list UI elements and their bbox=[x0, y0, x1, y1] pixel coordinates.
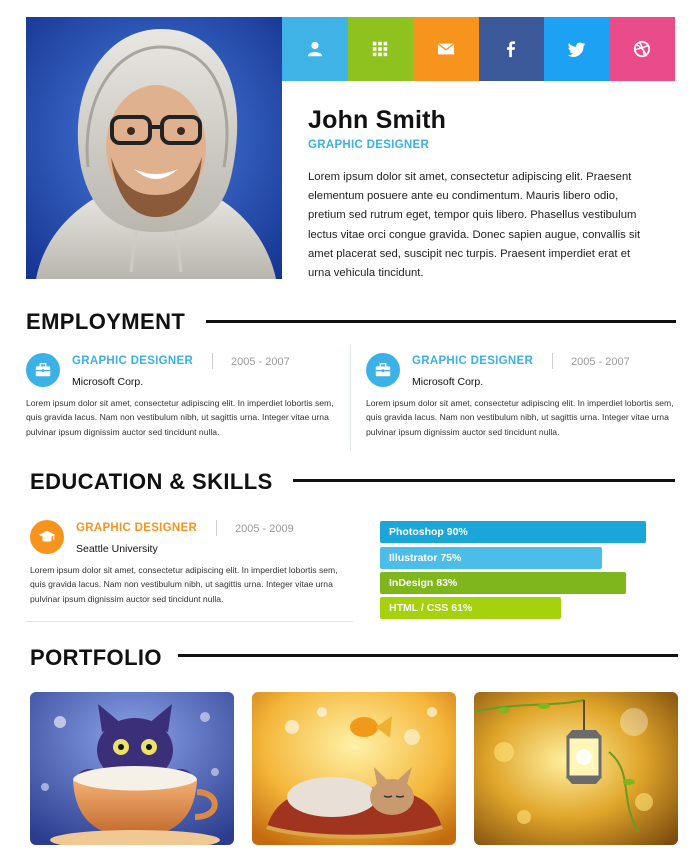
employment-column-divider bbox=[350, 345, 351, 451]
skill-bar-html-css: HTML / CSS 61% bbox=[380, 597, 561, 619]
employment-icon-circle bbox=[26, 353, 60, 387]
job-description: Lorem ipsum dolor sit amet, consectetur adipiscing elit. In imperdiet lobortis sem, quis gravida lacus. Nam non vestibulum nibh, ut sagittis urna. Integer vitae urna pulvinar ipsum dignissim auctor sed tincidunt nulla. bbox=[26, 398, 334, 437]
briefcase-icon bbox=[374, 361, 392, 379]
job-company: Microsoft Corp. bbox=[412, 376, 484, 388]
job-years: 2005 - 2007 bbox=[231, 356, 290, 368]
mail-icon bbox=[437, 40, 455, 58]
title-years-separator bbox=[212, 353, 213, 369]
portfolio-heading: PORTFOLIO bbox=[30, 645, 162, 670]
skill-bar-illustrator: Illustrator 75% bbox=[380, 547, 602, 569]
education-description: Lorem ipsum dolor sit amet, consectetur adipiscing elit. In imperdiet lobortis sem, quis gravida lacus. Nam non vestibulum nibh, ut sagittis urna. Integer vitae urna pulvinar ipsum dignissim auctor sed tincidunt nulla. bbox=[30, 565, 338, 604]
dribbble-icon bbox=[633, 40, 651, 58]
profile-role: GRAPHIC DESIGNER bbox=[308, 139, 430, 151]
social-bar bbox=[282, 17, 675, 81]
social-mail-button[interactable] bbox=[413, 17, 479, 81]
job-title: GRAPHIC DESIGNER bbox=[72, 355, 194, 367]
skill-bar-indesign: InDesign 83% bbox=[380, 572, 626, 594]
title-years-separator bbox=[552, 353, 553, 369]
briefcase-icon bbox=[34, 361, 52, 379]
education-years: 2005 - 2009 bbox=[235, 523, 294, 535]
employment-heading-rule bbox=[206, 320, 676, 323]
user-icon bbox=[306, 40, 324, 58]
profile-name: John Smith bbox=[308, 106, 447, 134]
employment-entry-2 bbox=[366, 353, 684, 443]
education-bottom-divider bbox=[26, 621, 353, 622]
portfolio-heading-rule bbox=[178, 654, 678, 657]
employment-icon-circle bbox=[366, 353, 400, 387]
profile-bio: Lorem ipsum dolor sit amet, consectetur adipiscing elit. Praesent elementum posuere ante eu condimentum. Mauris libero odio, pretium sed rutrum eget, tempor quis libero. Phasellus vestibulum lectus vitae orci congue gravida. Donec sapien augue, convallis sit amet placerat sed, suscipit nec turpis. Praesent imperdiet erat et urna vehicula tincidunt. bbox=[308, 171, 641, 280]
social-dribbble-button[interactable] bbox=[610, 17, 676, 81]
social-twitter-button[interactable] bbox=[544, 17, 610, 81]
graduation-cap-icon bbox=[38, 528, 56, 546]
social-facebook-button[interactable] bbox=[479, 17, 545, 81]
grid-icon bbox=[371, 40, 389, 58]
title-years-separator bbox=[216, 520, 217, 536]
education-heading: EDUCATION & SKILLS bbox=[30, 469, 273, 494]
facebook-icon bbox=[502, 40, 520, 58]
portfolio-item-2[interactable] bbox=[252, 692, 456, 845]
job-description: Lorem ipsum dolor sit amet, consectetur adipiscing elit. In imperdiet lobortis sem, quis gravida lacus. Nam non vestibulum nibh, ut sagittis urna. Integer vitae urna pulvinar ipsum dignissim auctor sed tincidunt nulla. bbox=[366, 398, 674, 437]
job-years: 2005 - 2007 bbox=[571, 356, 630, 368]
twitter-icon bbox=[568, 40, 586, 58]
job-title: GRAPHIC DESIGNER bbox=[412, 355, 534, 367]
education-school: Seattle University bbox=[76, 543, 158, 555]
education-title: GRAPHIC DESIGNER bbox=[76, 522, 198, 534]
employment-heading: EMPLOYMENT bbox=[26, 309, 186, 334]
portfolio-item-3[interactable] bbox=[474, 692, 678, 845]
education-heading-rule bbox=[293, 479, 675, 482]
social-grid-button[interactable] bbox=[348, 17, 414, 81]
portfolio-item-1[interactable] bbox=[30, 692, 234, 845]
education-entry bbox=[30, 520, 348, 612]
employment-entry-1 bbox=[26, 353, 344, 443]
education-icon-circle bbox=[30, 520, 64, 554]
social-profile-button[interactable] bbox=[282, 17, 348, 81]
job-company: Microsoft Corp. bbox=[72, 376, 144, 388]
profile-photo bbox=[26, 17, 282, 279]
skill-bar-photoshop: Photoshop 90% bbox=[380, 521, 646, 543]
